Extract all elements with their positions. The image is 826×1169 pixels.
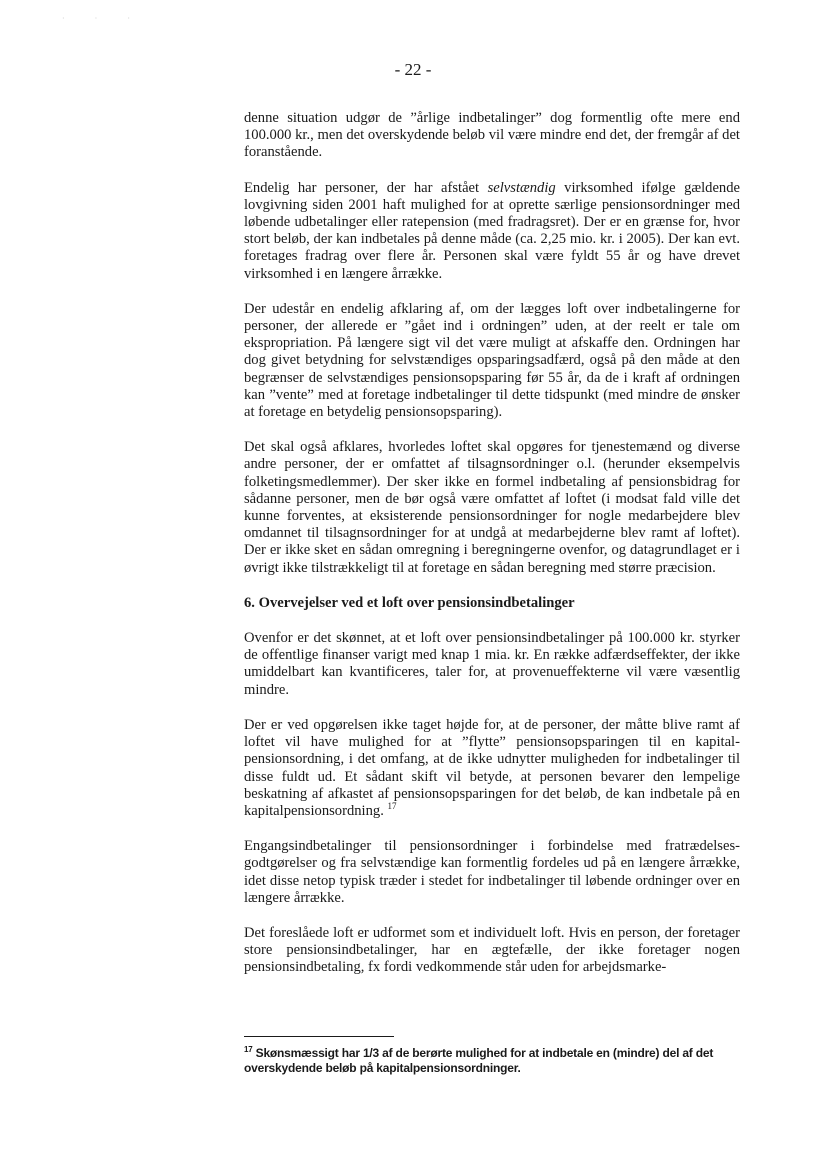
- footnote: [244, 1046, 740, 1076]
- paragraph-2-start: Endelig har personer, der har afstået: [244, 179, 488, 196]
- page-number: - 22 -: [394, 60, 432, 79]
- scan-artifact-marks: · · ·: [62, 14, 144, 23]
- paragraph-6-text: Der er ved opgørelsen ikke taget højde for, at de personer, der måtte blive ramt af loftet vil have mulighed for at ”flytte” pensionsopsparingen til en kapitalpensionsordning, i det omfang, at de ikke udnytter muligheden for indbetalinger til disse fuldt ud. Et sådant skift vil betyde, at personen bevarer den lempelige beskatning af afkastet af pensionsopsparingen for det beløb, de kan indbetale på en kapitalpensionsordning.: [244, 716, 740, 819]
- body-text: [244, 110, 740, 977]
- paragraph-5: Ovenfor er det skønnet, at et loft over pensionsindbetalinger på 100.000 kr. styrker de offentlige finanser varigt med knap 1 mia. kr. En række adfærdseffekter, der ikke umiddelbart kan kvantificeres, taler for, at provenueffekterne vil være væsentlig mindre.: [244, 630, 740, 698]
- paragraph-2: [244, 180, 740, 283]
- footnote-number: 17: [244, 1045, 253, 1054]
- section-heading: 6. Overvejelser ved et loft over pensionsindbetalinger: [244, 594, 575, 611]
- paragraph-2-italic-word: selvstændig: [487, 179, 556, 196]
- paragraph-6: [244, 717, 740, 820]
- paragraph-2-end: virksomhed ifølge gældende lovgivning siden 2001 haft mulighed for at oprette særlige pensionsordninger med løbende udbetalinger eller ratepension (med fradragsret). Der er en grænse for, hvor stort beløb, der kan indbetales på denne måde (ca. 2,25 mio. kr. i 2005). Der kan evt. foretages fradrag over flere år. Personen skal være fyldt 55 år og have drevet virksomhed i en længere årrække.: [244, 179, 741, 282]
- paragraph-7: Engangsindbetalinger til pensionsordninger i forbindelse med fratrædelsesgodtgørelser og fra selvstændige kan formentlig fordeles ud på en længere årrække, idet disse netop typisk træder i stedet for indbetalinger til løbende ordninger over en længere årrække.: [244, 838, 740, 906]
- footnote-text: Skønsmæssigt har 1/3 af de berørte mulighed for at indbetale en (mindre) del af det overskydende beløb på kapitalpensionsordninger.: [244, 1046, 714, 1075]
- footnote-divider: [244, 1036, 394, 1037]
- paragraph-8: Det foreslåede loft er udformet som et individuelt loft. Hvis en person, der foretager store pensionsindbetalinger, har en ægtefælle, der ikke foretager nogen pensionsindbetaling, fx fordi vedkommende står uden for arbejdsmarke-: [244, 924, 740, 976]
- footnote-reference[interactable]: 17: [387, 800, 397, 811]
- paragraph-1: denne situation udgør de ”årlige indbetalinger” dog formentlig ofte mere end 100.000 kr., men det overskydende beløb vil være mindre end det, der fremgår af det foranstående.: [244, 110, 740, 161]
- paragraph-3: Der udestår en endelig afklaring af, om der lægges loft over indbetalingerne for personer, der allerede er ”gået ind i ordningen” uden, at der reelt er tale om ekspropriation. På længere sigt vil det være muligt at afskaffe den. Ordningen har dog givet betydning for selvstændiges opsparingsadfærd, også på den måde at den begrænser de selvstændiges pensionsopsparing før 55 år, da de i kraft af ordningen kan ”vente” med at foretage indbetalinger til dette tidspunkt (med mindre de ønsker at foretage en betydelig pensionsopsparing).: [244, 300, 740, 421]
- paragraph-4: Det skal også afklares, hvorledes loftet skal opgøres for tjenestemænd og diverse andre personer, der er omfattet af tilsagnsordninger o.l. (herunder eksempelvis folketingsmedlemmer). Der sker ikke en formel indbetaling af pensionsbidrag for sådanne personer, men de bør også være omfattet af loftet (i modsat fald ville det kunne forventes, at eksisterende pensionsordninger for nogle medarbejdere blev omdannet til tilsagnsordninger for at undgå at medarbejderne blev ramt af loftet). Der er ikke sket en sådan omregning i beregningerne ovenfor, og datagrundlaget er i øvrigt ikke tilstrækkeligt til at foretage en sådan beregning med større præcision.: [244, 439, 740, 576]
